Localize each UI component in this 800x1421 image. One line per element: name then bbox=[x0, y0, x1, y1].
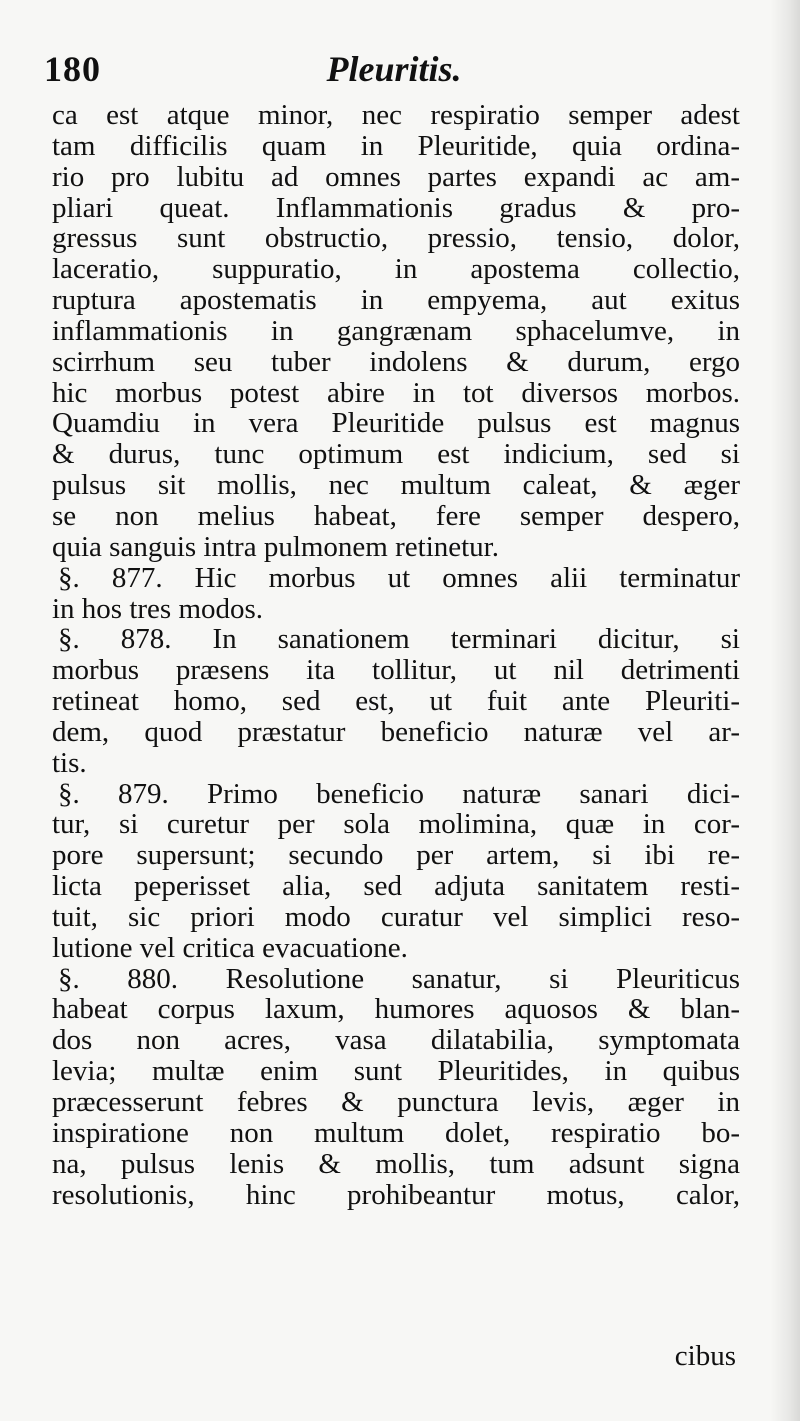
paragraph-start-879: §. 879. Primo beneficio naturæ sanari dici- bbox=[58, 778, 740, 810]
text-line: tur, si curetur per sola molimina, quæ in cor- bbox=[52, 809, 740, 841]
text-line: na, pulsus lenis & mollis, tum adsunt signa bbox=[52, 1148, 740, 1180]
text-line: & durus, tunc optimum est indicium, sed si bbox=[52, 439, 740, 471]
page-number: 180 bbox=[44, 49, 101, 89]
text-line: hic morbus potest abire in tot diversos morbos. bbox=[52, 377, 740, 409]
text-line: levia; multæ enim sunt Pleuritides, in quibus bbox=[52, 1056, 740, 1087]
text-line: rio pro lubitu ad omnes partes expandi ac am- bbox=[52, 161, 740, 193]
paragraph-start-878: §. 878. In sanationem terminari dicitur, si bbox=[58, 624, 740, 656]
text-line: pore supersunt; secundo per artem, si ibi re- bbox=[52, 840, 740, 872]
page-header bbox=[44, 48, 744, 94]
text-line: Quamdiu in vera Pleuritide pulsus est magnus bbox=[52, 408, 740, 440]
text-line: tam difficilis quam in Pleuritide, quia ordina- bbox=[52, 130, 740, 162]
paragraph-start-880: §. 880. Resolutione sanatur, si Pleuriticus bbox=[58, 963, 740, 995]
text-line: inflammationis in gangrænam sphacelumve, in bbox=[52, 315, 740, 347]
text-line: tis. bbox=[52, 747, 87, 779]
text-line: lutione vel critica evacuatione. bbox=[52, 932, 408, 964]
body-text bbox=[52, 100, 740, 1210]
text-line: dem, quod præstatur beneficio naturæ vel ar- bbox=[52, 716, 740, 748]
catchword: cibus bbox=[674, 1340, 736, 1372]
text-line: scirrhum seu tuber indolens & durum, ergo bbox=[52, 346, 740, 378]
text-line: ca est atque minor, nec respiratio semper adest bbox=[52, 100, 740, 131]
text-line: se non melius habeat, fere semper despero, bbox=[52, 500, 740, 532]
page-edge-shadow bbox=[770, 0, 800, 1421]
text-line: habeat corpus laxum, humores aquosos & blan- bbox=[52, 994, 740, 1026]
text-line: gressus sunt obstructio, pressio, tensio, dolor, bbox=[52, 223, 740, 255]
text-line: pliari queat. Inflammationis gradus & pro- bbox=[52, 192, 740, 224]
text-line: morbus præsens ita tollitur, ut nil detrimenti bbox=[52, 655, 740, 687]
text-line: laceratio, suppuratio, in apostema collectio, bbox=[52, 254, 740, 286]
text-line: dos non acres, vasa dilatabilia, symptomata bbox=[52, 1025, 740, 1057]
running-title: Pleuritis. bbox=[326, 49, 462, 89]
paragraph-start-877: §. 877. Hic morbus ut omnes alii terminatur bbox=[58, 562, 740, 594]
text-line: quia sanguis intra pulmonem retinetur. bbox=[52, 531, 499, 563]
text-line: in hos tres modos. bbox=[52, 593, 264, 625]
text-line: inspiratione non multum dolet, respiratio bo- bbox=[52, 1117, 740, 1149]
text-line: ruptura apostematis in empyema, aut exitus bbox=[52, 285, 740, 316]
text-line: licta peperisset alia, sed adjuta sanitatem resti- bbox=[52, 871, 740, 902]
text-line: retineat homo, sed est, ut fuit ante Pleuriti- bbox=[52, 686, 740, 717]
text-line: tuit, sic priori modo curatur vel simplici reso- bbox=[52, 901, 740, 933]
text-line: resolutionis, hinc prohibeantur motus, calor, bbox=[52, 1179, 740, 1211]
text-line: pulsus sit mollis, nec multum caleat, & æger bbox=[52, 470, 740, 501]
text-line: præcesserunt febres & punctura levis, æger in bbox=[52, 1087, 740, 1118]
